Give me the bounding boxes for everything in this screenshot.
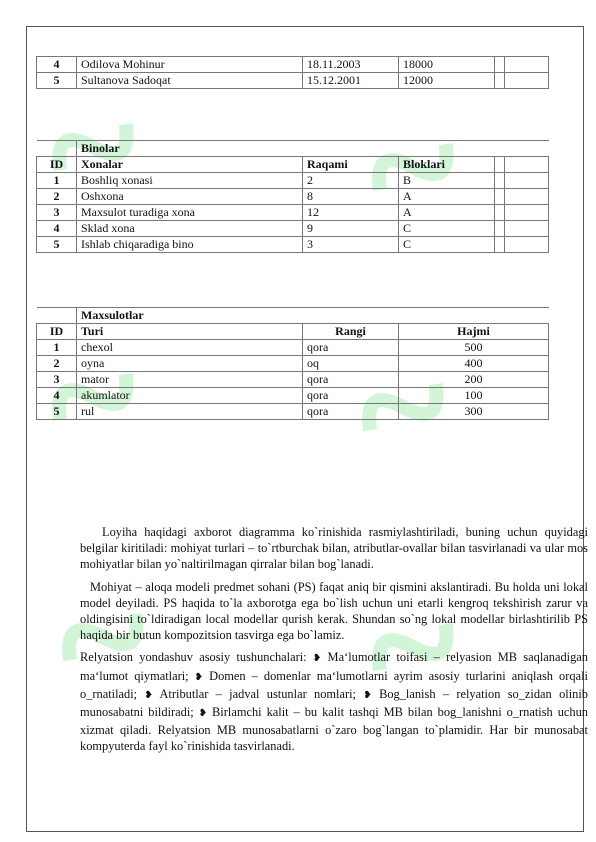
bullet-icon: ❥ (144, 689, 153, 701)
cell-color: qora (303, 340, 399, 356)
students-table (36, 56, 549, 89)
cell-id: 4 (37, 221, 77, 237)
bullet-icon: ❥ (312, 653, 322, 665)
cell-empty (495, 221, 505, 237)
cell-empty (495, 57, 505, 73)
cell-empty (37, 141, 77, 157)
table-row (37, 404, 549, 420)
cell-amount: 18000 (399, 57, 495, 73)
list-item: Ma‘lumotlar toifasi – relyasion MB saqlanadigan ma‘lumot qiymatlari; (80, 650, 588, 683)
body-text (80, 524, 588, 761)
cell-empty (495, 189, 505, 205)
list-item: Birlamchi kalit – bu kalit tashqi MB bilan bog_lanishni o_rnatish uchun xizmat qiladi. (80, 705, 588, 738)
table-row (37, 189, 549, 205)
cell-empty (505, 57, 549, 73)
header-block: Bloklari (399, 157, 495, 173)
table-row (37, 237, 549, 253)
cell-block: C (399, 221, 495, 237)
cell-name: Ishlab chiqaradiga bino (77, 237, 303, 253)
cell-empty (505, 237, 549, 253)
cell-empty (505, 73, 549, 89)
table-title-row (37, 141, 549, 157)
cell-name: Maxsulot turadiga xona (77, 205, 303, 221)
table-row (37, 388, 549, 404)
cell-type: oyna (77, 356, 303, 372)
table-row (37, 221, 549, 237)
header-volume: Hajmi (399, 324, 549, 340)
cell-number: 8 (303, 189, 399, 205)
cell-date: 18.11.2003 (303, 57, 399, 73)
list-item: Atributlar – jadval ustunlar nomlari; (159, 686, 357, 701)
cell-id: 3 (37, 372, 77, 388)
cell-id: 1 (37, 340, 77, 356)
table-title: Maxsulotlar (77, 308, 549, 324)
cell-empty (505, 173, 549, 189)
cell-type: chexol (77, 340, 303, 356)
table-row (37, 356, 549, 372)
table-header-row (37, 324, 549, 340)
cell-id: 3 (37, 205, 77, 221)
cell-empty (495, 205, 505, 221)
table-row (37, 57, 549, 73)
cell-empty (505, 221, 549, 237)
cell-empty (495, 237, 505, 253)
table-row (37, 340, 549, 356)
cell-id: 4 (37, 388, 77, 404)
paragraph: Mohiyat – aloqa modeli predmet sohani (PS) faqat aniq bir qismini akslantiradi. Bu holda uni lokal model deyiladi. PS haqida to`la axborotga ega bo`lish uchun uni etarli kengroq tekshirish zarur va oldingisini to`ldiradigan local modellar qurish kerak. Shundan so`ng lokal modellar birlashtirilib PS haqida bir butun kompozitsion tasvirga ega bo`lamiz. (80, 579, 588, 643)
bullet-icon: ❥ (198, 708, 208, 720)
list-item: Bog_lanish – relyation so_zidan olinib munosabatni bildiradi; (80, 686, 588, 720)
table-title-row (37, 308, 549, 324)
cell-id: 4 (37, 57, 77, 73)
cell-color: qora (303, 388, 399, 404)
cell-empty (495, 173, 505, 189)
bullet-icon: ❥ (363, 689, 372, 701)
cell-volume: 400 (399, 356, 549, 372)
cell-id: 2 (37, 189, 77, 205)
cell-color: qora (303, 372, 399, 388)
cell-block: B (399, 173, 495, 189)
cell-block: C (399, 237, 495, 253)
table-row (37, 73, 549, 89)
cell-type: akumlator (77, 388, 303, 404)
cell-volume: 500 (399, 340, 549, 356)
table-title: Binolar (77, 141, 549, 157)
cell-name: Boshliq xonasi (77, 173, 303, 189)
cell-empty (505, 157, 549, 173)
paragraph (80, 649, 588, 754)
table-row (37, 205, 549, 221)
cell-number: 9 (303, 221, 399, 237)
cell-id: 2 (37, 356, 77, 372)
header-number: Raqami (303, 157, 399, 173)
list-outro: Relyatsion MB munosabatlarni o`zaro bog`langan to`plamidir. Har bir munosabat kompyuterda fayl ko`rinishida tasvirlanadi. (80, 723, 588, 754)
table-row (37, 173, 549, 189)
cell-number: 3 (303, 237, 399, 253)
cell-date: 15.12.2001 (303, 73, 399, 89)
paragraph: Loyiha haqidagi axborot diagramma ko`rinishida rasmiylashtiriladi, buning uchun quyidagi belgilar kiritiladi: mohiyat turlari – to`rtburchak bilan, atributlar-ovallar bilan tasvirlanadi va ular mos mohiyatlar bilan yo`naltirilmagan qirralar bilan bog`lanadi. (80, 525, 588, 572)
cell-type: rul (77, 404, 303, 420)
table-row (37, 372, 549, 388)
table-header-row (37, 157, 549, 173)
cell-empty (37, 308, 77, 324)
maxsulotlar-table (36, 307, 549, 420)
cell-name: Odilova Mohinur (77, 57, 303, 73)
cell-name: Sultanova Sadoqat (77, 73, 303, 89)
cell-block: A (399, 205, 495, 221)
bullet-icon: ❥ (194, 671, 204, 683)
cell-name: Sklad xona (77, 221, 303, 237)
header-type: Turi (77, 324, 303, 340)
cell-empty (495, 157, 505, 173)
cell-type: mator (77, 372, 303, 388)
header-id: ID (37, 324, 77, 340)
cell-number: 2 (303, 173, 399, 189)
cell-empty (495, 73, 505, 89)
cell-id: 5 (37, 237, 77, 253)
list-intro: Relyatsion yondashuv asosiy tushunchalari: (80, 650, 307, 665)
cell-color: oq (303, 356, 399, 372)
cell-id: 5 (37, 73, 77, 89)
cell-id: 1 (37, 173, 77, 189)
header-id: ID (37, 157, 77, 173)
cell-number: 12 (303, 205, 399, 221)
cell-volume: 200 (399, 372, 549, 388)
cell-volume: 100 (399, 388, 549, 404)
cell-volume: 300 (399, 404, 549, 420)
list-item: Domen – domenlar ma‘lumotlarni ayrim asosiy turlarini aniqlash orqali o_rnatiladi; (80, 668, 588, 701)
cell-color: qora (303, 404, 399, 420)
header-color: Rangi (303, 324, 399, 340)
cell-id: 5 (37, 404, 77, 420)
cell-empty (505, 189, 549, 205)
cell-empty (505, 205, 549, 221)
cell-name: Oshxona (77, 189, 303, 205)
header-name: Xonalar (77, 157, 303, 173)
binolar-table (36, 140, 549, 253)
cell-block: A (399, 189, 495, 205)
cell-amount: 12000 (399, 73, 495, 89)
